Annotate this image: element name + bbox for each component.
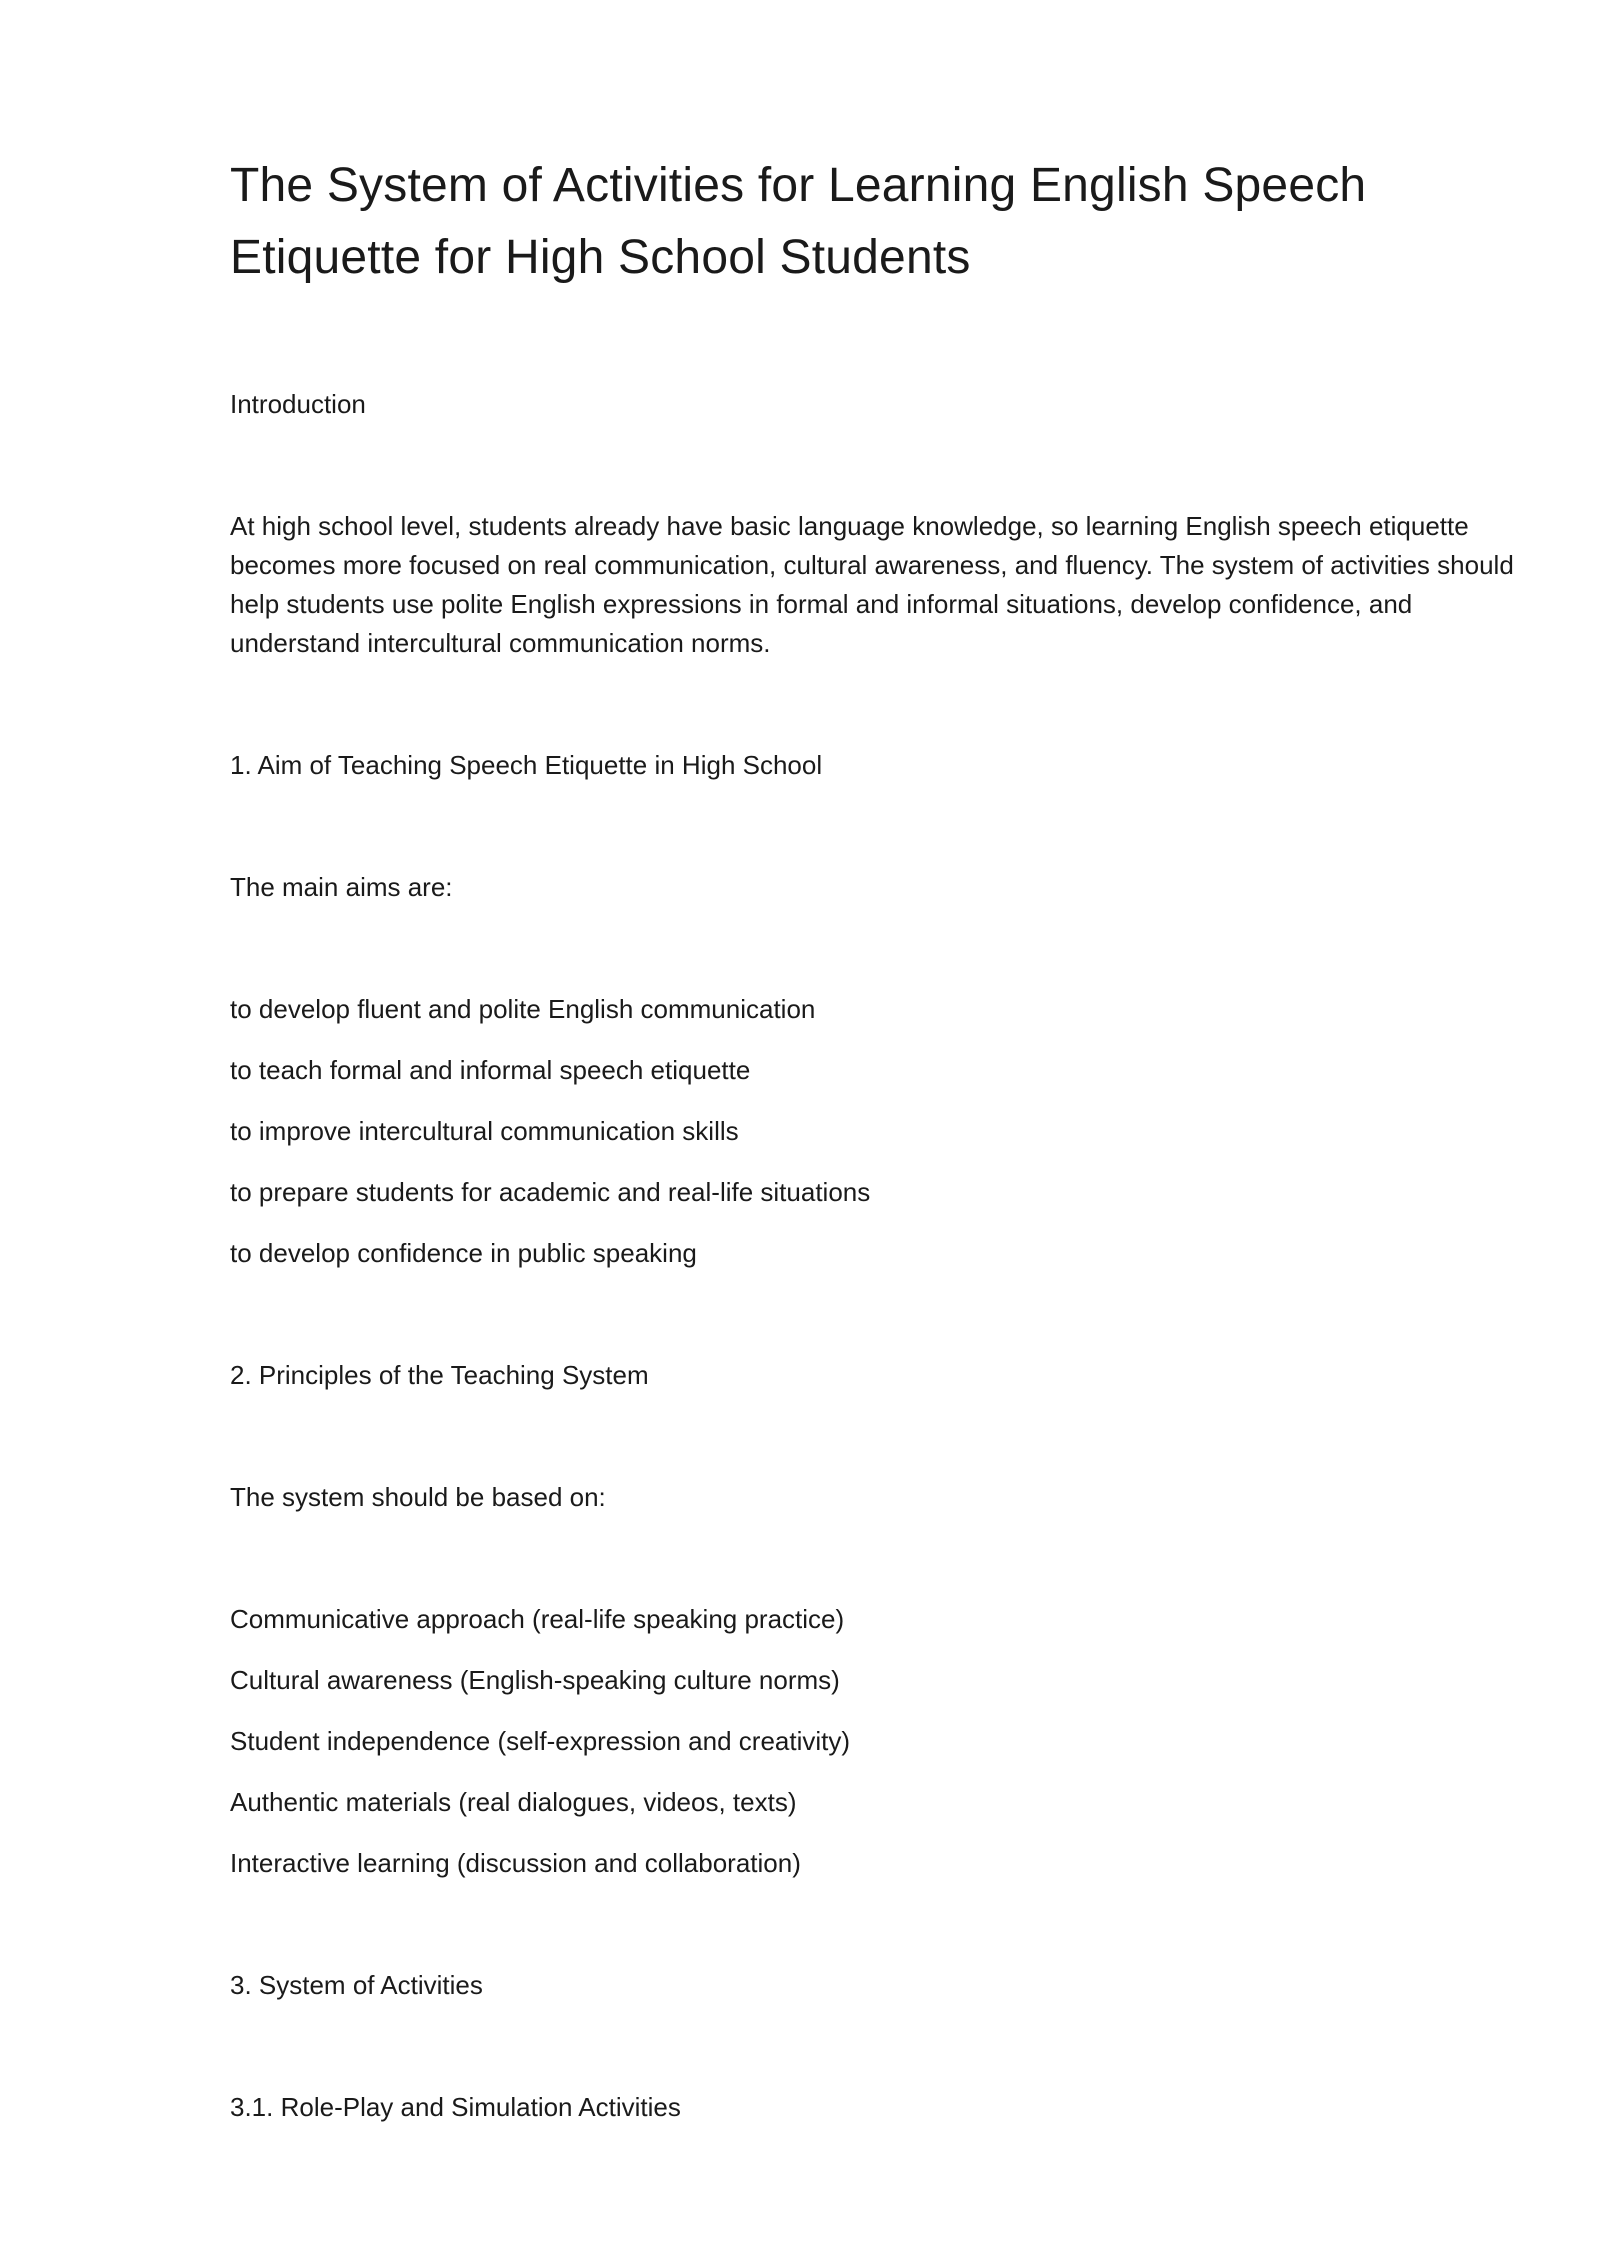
section-2-lead: The system should be based on: — [230, 1482, 606, 1512]
section-1-lead: The main aims are: — [230, 872, 453, 902]
introduction-paragraph: At high school level, students already have basic language knowledge, so learning English speech etiquette becomes more focused on real communication, cultural awareness, and fluency. The system of activities should help students use polite English expressions in formal and informal situations, develop confidence, and understand intercultural communication norms. — [230, 511, 1514, 658]
list-item: Student independence (self-expression and creativity) — [230, 1726, 851, 1756]
list-item: to develop fluent and polite English communication — [230, 994, 816, 1024]
section-3-heading: 3. System of Activities — [230, 1970, 483, 2000]
introduction-heading: Introduction — [230, 389, 366, 419]
section-2-heading: 2. Principles of the Teaching System — [230, 1360, 649, 1390]
section-1-heading: 1. Aim of Teaching Speech Etiquette in High School — [230, 750, 823, 780]
section-1-list — [230, 990, 1520, 1273]
section-2-list — [230, 1600, 1520, 1883]
list-item: Cultural awareness (English-speaking culture norms) — [230, 1665, 840, 1695]
list-item: Interactive learning (discussion and collaboration) — [230, 1848, 801, 1878]
list-item: Authentic materials (real dialogues, videos, texts) — [230, 1787, 797, 1817]
list-item: to prepare students for academic and real-life situations — [230, 1177, 871, 1207]
list-item: Communicative approach (real-life speaking practice) — [230, 1604, 845, 1634]
section-3-1-subheading: 3.1. Role-Play and Simulation Activities — [230, 2092, 681, 2122]
list-item: to teach formal and informal speech etiquette — [230, 1055, 751, 1085]
document-title: The System of Activities for Learning English Speech Etiquette for High School Students — [230, 159, 1367, 284]
document-body — [230, 150, 1520, 2127]
list-item: to develop confidence in public speaking — [230, 1238, 697, 1268]
list-item: to improve intercultural communication skills — [230, 1116, 739, 1146]
